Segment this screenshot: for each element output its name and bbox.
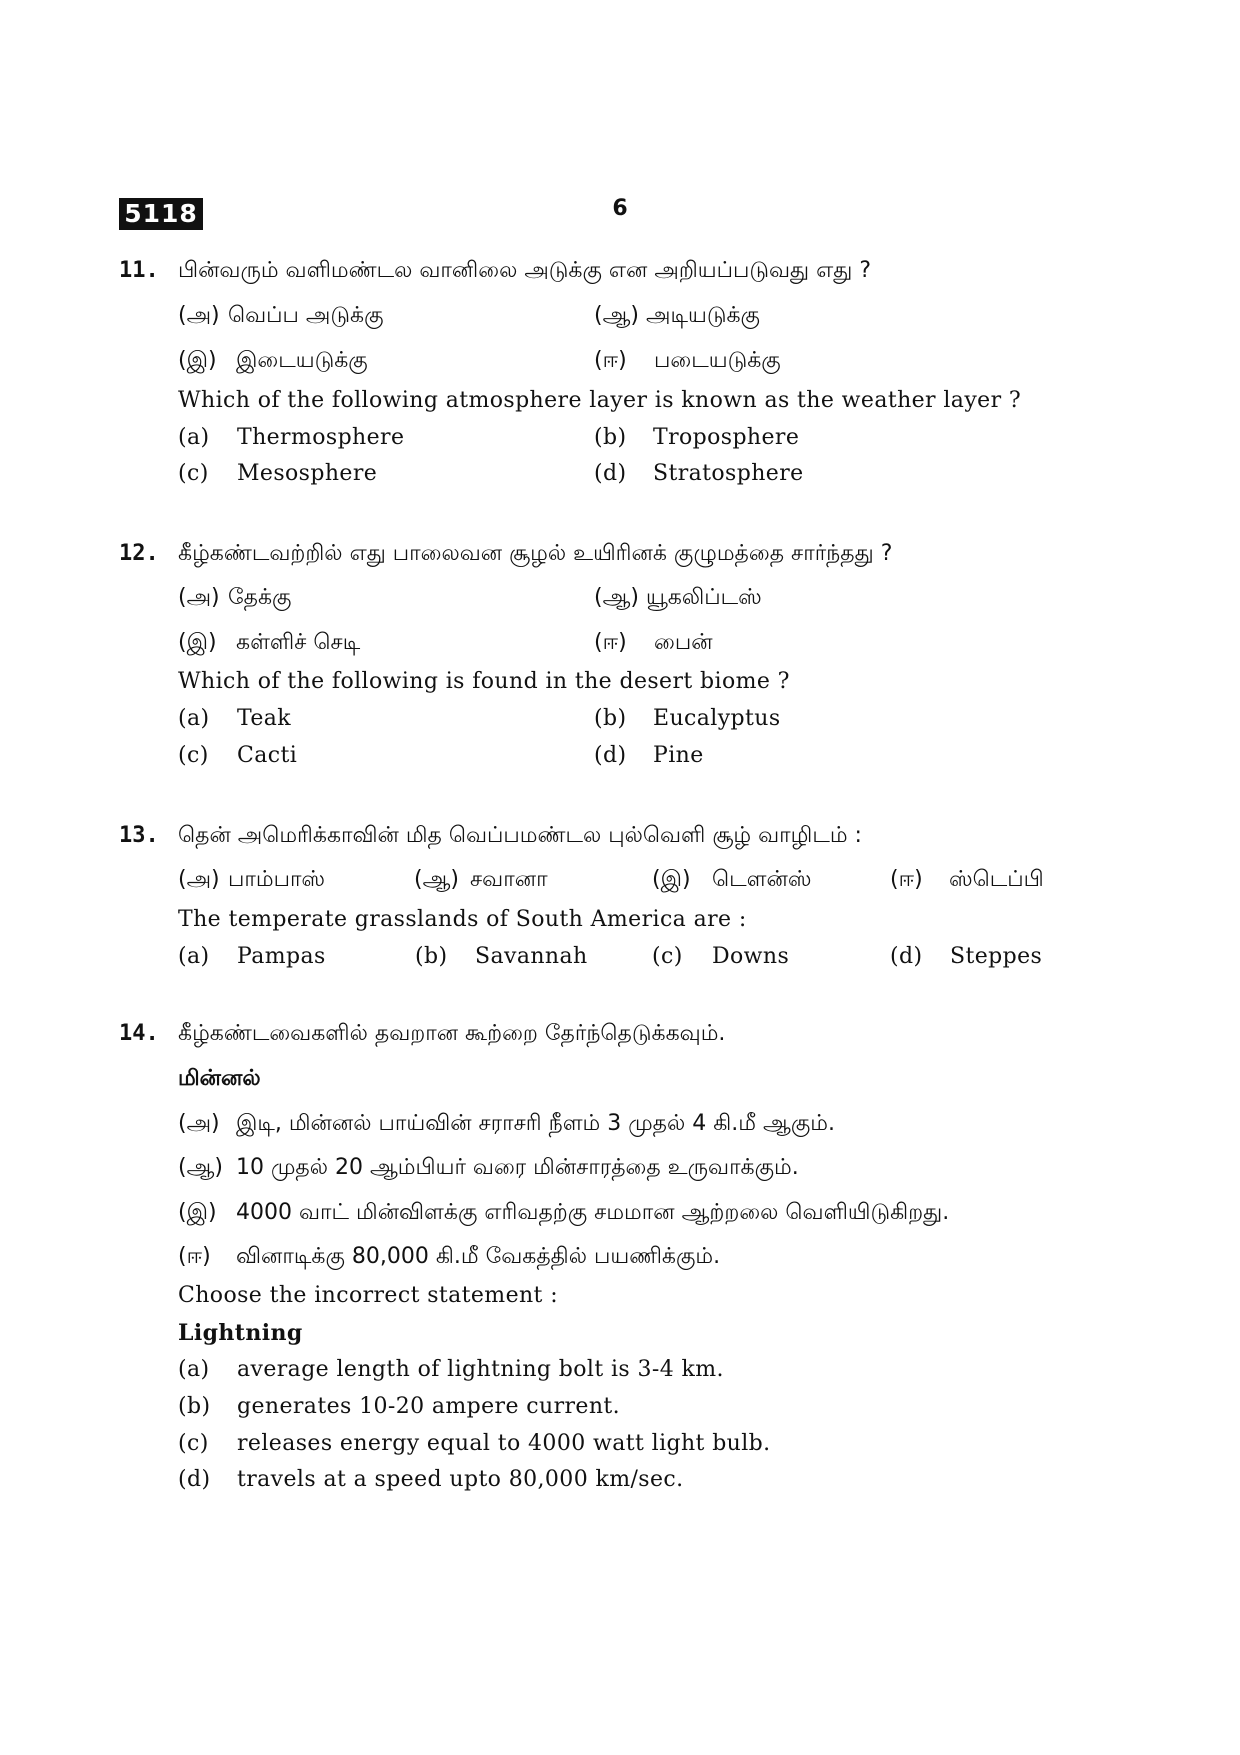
option-label: (c) (652, 944, 683, 969)
question-text-tamil: கீழ்கண்டவற்றில் எது பாலைவன சூழல் உயிரினக் குழுமத்தை சார்ந்தது ? (178, 541, 893, 566)
option-label: (ஈ) (594, 348, 627, 373)
option-label: (d) (178, 1467, 211, 1492)
option-label: (d) (594, 461, 627, 486)
option-label: (ஈ) (594, 630, 627, 655)
option-label: (a) (178, 706, 210, 731)
question-text-tamil: தென் அமெரிக்காவின் மித வெப்பமண்டல புல்வெளி சூழ் வாழிடம் : (178, 823, 862, 848)
option-text: வினாடிக்கு 80,000 கி.மீ வேகத்தில் பயணிக்கும். (236, 1244, 721, 1269)
option-text: ஸ்டெப்பி (949, 867, 1044, 892)
question-number: 14. (119, 1021, 159, 1046)
question-text-english: Which of the following is found in the desert biome ? (178, 669, 790, 694)
option-text: டௌன்ஸ் (712, 867, 812, 892)
page-number: 6 (612, 196, 628, 221)
option-label: (ஆ) (178, 1155, 223, 1180)
option-text: average length of lightning bolt is 3-4 km. (237, 1357, 724, 1382)
question-text-english: Choose the incorrect statement : (178, 1283, 558, 1308)
option-text: பாம்பாஸ் (228, 867, 326, 892)
option-text: 10 முதல் 20 ஆம்பியர் வரை மின்சாரத்தை உருவாக்கும். (236, 1155, 799, 1180)
option-label: (b) (594, 706, 627, 731)
option-text: Downs (712, 944, 790, 969)
option-text: தேக்கு (228, 585, 292, 610)
option-text: Savannah (475, 944, 588, 969)
option-text: படையடுக்கு (654, 348, 781, 373)
option-text: travels at a speed upto 80,000 km/sec. (237, 1467, 684, 1492)
question-number: 11. (119, 258, 159, 283)
option-text: Teak (237, 706, 292, 731)
option-text: அடியடுக்கு (646, 303, 760, 328)
option-label: (அ) (178, 585, 220, 610)
paper-code-badge: 5118 (119, 198, 203, 230)
option-label: (இ) (652, 867, 691, 892)
option-label: (ஆ) (594, 585, 639, 610)
option-text: கள்ளிச் செடி (236, 630, 361, 655)
option-label: (a) (178, 1357, 210, 1382)
option-text: releases energy equal to 4000 watt light bulb. (237, 1431, 771, 1456)
option-text: சவானா (470, 867, 548, 892)
option-text: Stratosphere (653, 461, 804, 486)
question-text-tamil: பின்வரும் வளிமண்டல வானிலை அடுக்கு என அறியப்படுவது எது ? (178, 258, 872, 283)
option-text: Pampas (237, 944, 326, 969)
option-label: (ஆ) (414, 867, 459, 892)
option-text: Eucalyptus (653, 706, 781, 731)
option-label: (இ) (178, 630, 217, 655)
option-text: Thermosphere (237, 425, 405, 450)
option-label: (ஈ) (178, 1244, 211, 1269)
option-label: (இ) (178, 1200, 217, 1225)
option-label: (ஆ) (594, 303, 639, 328)
option-text: பைன் (654, 630, 713, 655)
option-text: 4000 வாட் மின்விளக்கு எரிவதற்கு சமமான ஆற்றலை வெளியிடுகிறது. (236, 1200, 950, 1225)
option-label: (இ) (178, 348, 217, 373)
question-text-english: The temperate grasslands of South America are : (178, 907, 747, 932)
option-label: (a) (178, 944, 210, 969)
question-subject-tamil: மின்னல் (178, 1066, 261, 1091)
question-text-tamil: கீழ்கண்டவைகளில் தவறான கூற்றை தேர்ந்தெடுக்கவும். (178, 1021, 726, 1046)
option-label: (அ) (178, 303, 220, 328)
option-text: Mesosphere (237, 461, 378, 486)
option-label: (c) (178, 743, 209, 768)
option-label: (d) (890, 944, 923, 969)
question-subject-english: Lightning (178, 1320, 303, 1346)
option-label: (a) (178, 425, 210, 450)
option-text: generates 10-20 ampere current. (237, 1394, 621, 1419)
option-text: Steppes (950, 944, 1043, 969)
option-label: (b) (594, 425, 627, 450)
option-text: Troposphere (653, 425, 800, 450)
option-text: இடி, மின்னல் பாய்வின் சராசரி நீளம் 3 முதல் 4 கி.மீ ஆகும். (236, 1111, 835, 1136)
option-label: (அ) (178, 867, 220, 892)
option-label: (b) (178, 1394, 211, 1419)
question-text-english: Which of the following atmosphere layer is known as the weather layer ? (178, 388, 1022, 413)
option-label: (c) (178, 461, 209, 486)
option-text: Cacti (237, 743, 298, 768)
option-text: வெப்ப அடுக்கு (228, 303, 384, 328)
option-text: யூகலிப்டஸ் (646, 585, 762, 610)
option-label: (ஈ) (890, 867, 923, 892)
question-number: 13. (119, 823, 159, 848)
option-label: (அ) (178, 1111, 220, 1136)
option-text: Pine (653, 743, 704, 768)
option-label: (d) (594, 743, 627, 768)
option-label: (b) (415, 944, 448, 969)
option-label: (c) (178, 1431, 209, 1456)
option-text: இடையடுக்கு (236, 348, 368, 373)
question-number: 12. (119, 541, 159, 566)
